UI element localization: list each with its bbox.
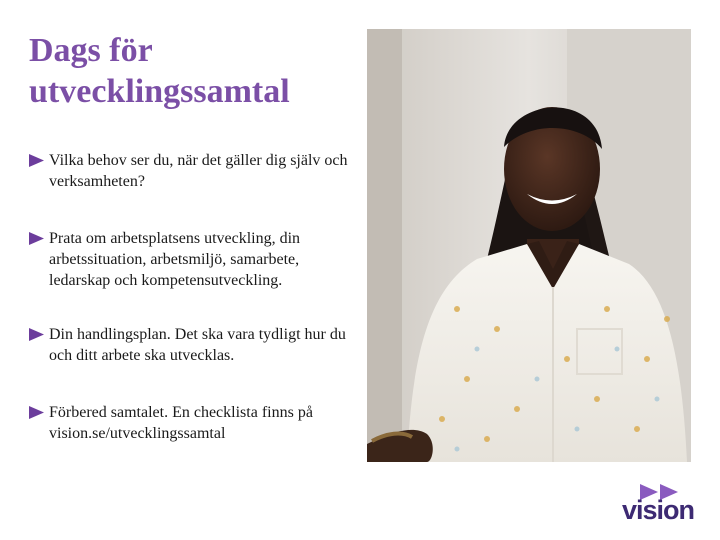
triangle-bullet-icon xyxy=(29,154,45,167)
bullet-item xyxy=(29,228,359,291)
bullet-item xyxy=(29,324,359,366)
bullet-text: Prata om arbetsplatsens utveckling, din arbetssituation, arbetsmiljö, samarbete, ledarskap och kompetensutveckling. xyxy=(49,230,301,289)
bullet-text: Din handlingsplan. Det ska vara tydligt hur du och ditt arbete ska utvecklas. xyxy=(49,326,346,364)
photo-illustration xyxy=(367,29,691,462)
bullet-item xyxy=(29,150,359,192)
bullet-text: Vilka behov ser du, när det gäller dig själv och verksamheten? xyxy=(49,152,348,190)
vision-logo-text: vision xyxy=(622,495,695,525)
slide-title: Dags för utvecklingssamtal xyxy=(29,32,290,110)
bullet-item xyxy=(29,402,359,444)
triangle-bullet-icon xyxy=(29,406,45,419)
photo-smiling-woman xyxy=(367,29,691,462)
triangle-bullet-icon xyxy=(29,328,45,341)
vision-logo xyxy=(622,484,706,524)
bullet-text: Förbered samtalet. En checklista finns på vision.se/utvecklingssamtal xyxy=(49,404,313,442)
triangle-bullet-icon xyxy=(29,232,45,245)
